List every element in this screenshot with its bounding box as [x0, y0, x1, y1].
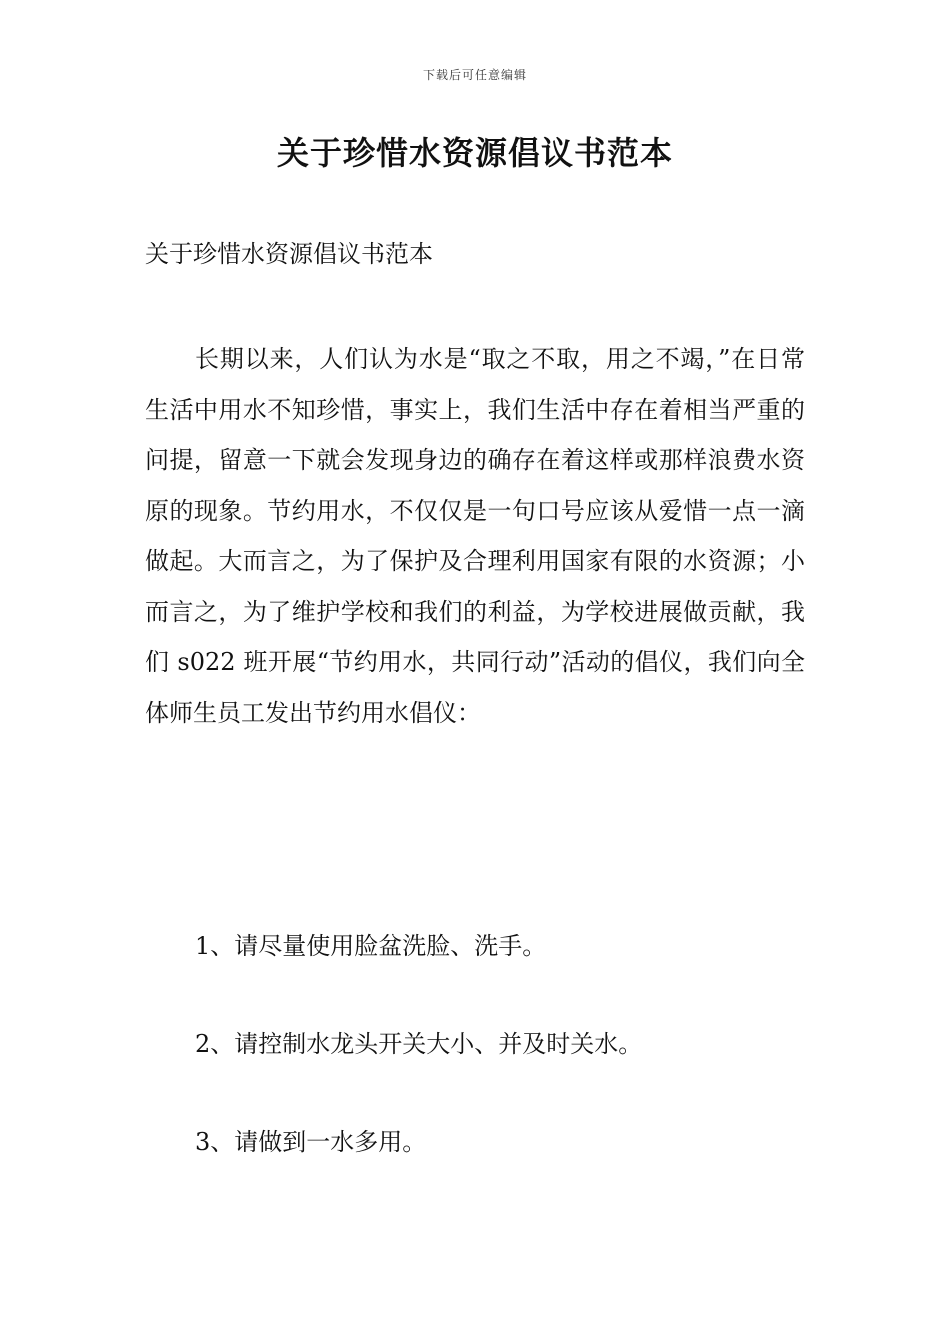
body-paragraph: 长期以来，人们认为水是“取之不取，用之不竭，”在日常生活中用水不知珍惜，事实上，我们生活中存在着相当严重的问提，留意一下就会发现身边的确存在着这样或那样浪费水资原的现象。节约用水，不仅仅是一句口号应该从爱惜一点一滴做起。大而言之，为了保护及合理利用国家有限的水资源；小而言之，为了维护学校和我们的利益，为学校进展做贡献，我们 s022 班开展“节约用水，共同行动”活动的倡仪，我们向全体师生员工发出节约用水倡仪：: [145, 345, 805, 727]
list-item: 1、请尽量使用脸盆洗脸、洗手。: [195, 932, 547, 960]
list-item: 2、请控制水龙头开关大小、并及时关水。: [195, 1030, 643, 1058]
document-title: 关于珍惜水资源倡议书范本: [276, 134, 673, 172]
proposal-list: [195, 928, 642, 1222]
document-subtitle: 关于珍惜水资源倡议书范本: [145, 240, 433, 268]
header-note: 下载后可任意编辑: [422, 68, 527, 82]
list-item: 3、请做到一水多用。: [195, 1128, 427, 1156]
